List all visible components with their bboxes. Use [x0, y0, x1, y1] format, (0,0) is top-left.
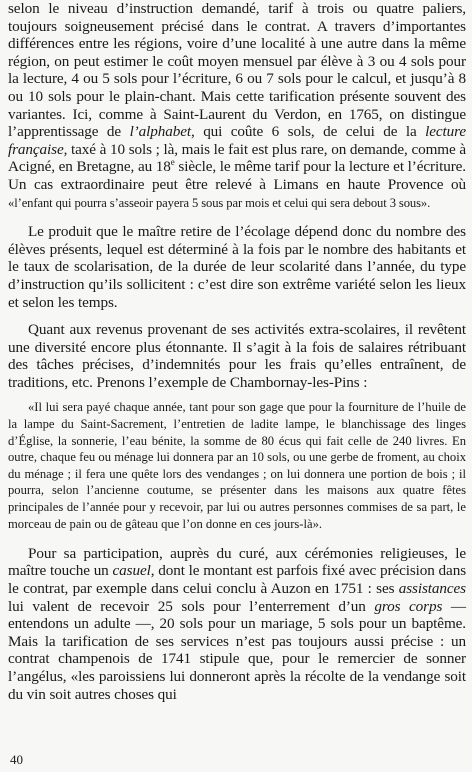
- emphasis-alphabet: l’alphabet: [129, 123, 191, 141]
- emphasis-gros-corps: gros corps: [374, 597, 443, 615]
- paragraph-4-part-2: , dont le montant est parfois fixé avec précision dans le contrat, par exemple dans celui conclu à Auzon en 1751 : ses: [8, 562, 466, 597]
- block-quote-chambornay: «Il lui sera payé chaque année, tant pour son gage que pour la fourniture de l’huile de la lampe du Saint-Sacrement, l’entretien de ladite lampe, le blanchissage des linges d’Église, la sonnerie, l’eau bénite, la somme de 80 écus qui fait celle de 240 livres. En outre, chaque feu ou ménage lui donnera par an 10 sols, ou une gerbe de froment, au choix du ménage ; il fera une quête lors des vendanges ; on lui donnera une portion de bois ; il pourra, selon l’ancienne coutume, se présenter dans les maisons aux quatre fêtes principales de l’année pour y recevoir, par lui ou autres personnes commises de sa part, le morceau de pain ou de gâteau que l’on donne en ces jours-là».: [8, 400, 466, 531]
- emphasis-lecture-francaise: lecture française: [8, 123, 466, 158]
- paragraph-produit-ecolage: Le produit que le maître retire de l’écolage dépend donc du nombre des élèves présents, lequel est déterminé à la fois par le nombre des habitants et le taux de scolarisation, de la durée de leur scolarité dans l’année, du type d’instruction qu’ils sollicitent : c’est dire son extrême variété selon les lieux et selon les temps.: [8, 223, 466, 311]
- paragraph-4-part-1: Pour sa participation, auprès du curé, aux cérémonies religieuses, le maître touche un: [8, 544, 466, 580]
- paragraph-1-mid-2: , taxé à 10 sols ; là, mais le fait est plus rare, on demande, comme à Acigné, en Bretagne, au 18: [8, 140, 466, 176]
- century-superscript: e: [170, 157, 175, 168]
- paragraph-1-mid-1: , qui coûte 6 sols, de celui de la: [191, 123, 426, 141]
- paragraph-revenus-extra-scolaires: Quant aux revenus provenant de ses activités extra-scolaires, il revêtent une diversité encore plus étonnante. Il s’agit à la fois de salaires rétribuant des tâches précises, d’indemnités pour les frais qu’elles entraînent, de traditions, etc. Prenons l’exemple de Chambornay-les-Pins :: [8, 321, 466, 391]
- paragraph-1-lead: selon le niveau d’instruction demandé, tarif à trois ou quatre paliers, toujours soigneusement précisé dans le contrat. A travers d’importantes différences entre les régions, voire d’une localité à une autre dans la même région, on peut estimer le coût moyen mensuel par élève à 3 ou 4 sols pour la lecture, 4 ou 5 sols pour l’écriture, 6 ou 7 sols pour le calcul, et jusqu’à 8 ou 10 sols pour le plain-chant. Mais cette tarification présente souvent des variantes. Ici, comme à Saint-Laurent du Verdon, en 1765, on distingue l’apprentissage de: [8, 0, 466, 141]
- paragraph-casuel: [8, 545, 466, 703]
- paragraph-4-part-4: — entendons un adulte —, 20 sols pour un mariage, 5 sols pour un baptême. Mais la tarification de ses services n’est pas toujours aussi précise : un contrat champenois de 1741 stipule que, pour le remercier de sonner l’angélus,: [8, 597, 466, 685]
- page-number: 40: [10, 752, 23, 767]
- paragraph-4-part-3: lui valent de recevoir 25 sols pour l’enterrement d’un: [8, 597, 375, 615]
- paragraph-4-quote-tail: «les paroissiens lui donneront après la récolte de la vendange soit du vin soit autres choses qui: [8, 667, 466, 703]
- book-page: [8, 0, 466, 772]
- emphasis-assistances: assistances: [398, 580, 466, 597]
- paragraph-tarification: [8, 0, 466, 212]
- paragraph-1-tail: siècle, le même tarif pour la lecture et l’écriture. Un cas extraordinaire peut être relevé à Limans en haute Provence où: [8, 158, 466, 193]
- inline-quote-limans: «l’enfant qui pourra s’asseoir payera 5 sous par mois et celui qui sera debout 3 sous».: [8, 195, 431, 210]
- emphasis-casuel: casuel: [112, 562, 151, 580]
